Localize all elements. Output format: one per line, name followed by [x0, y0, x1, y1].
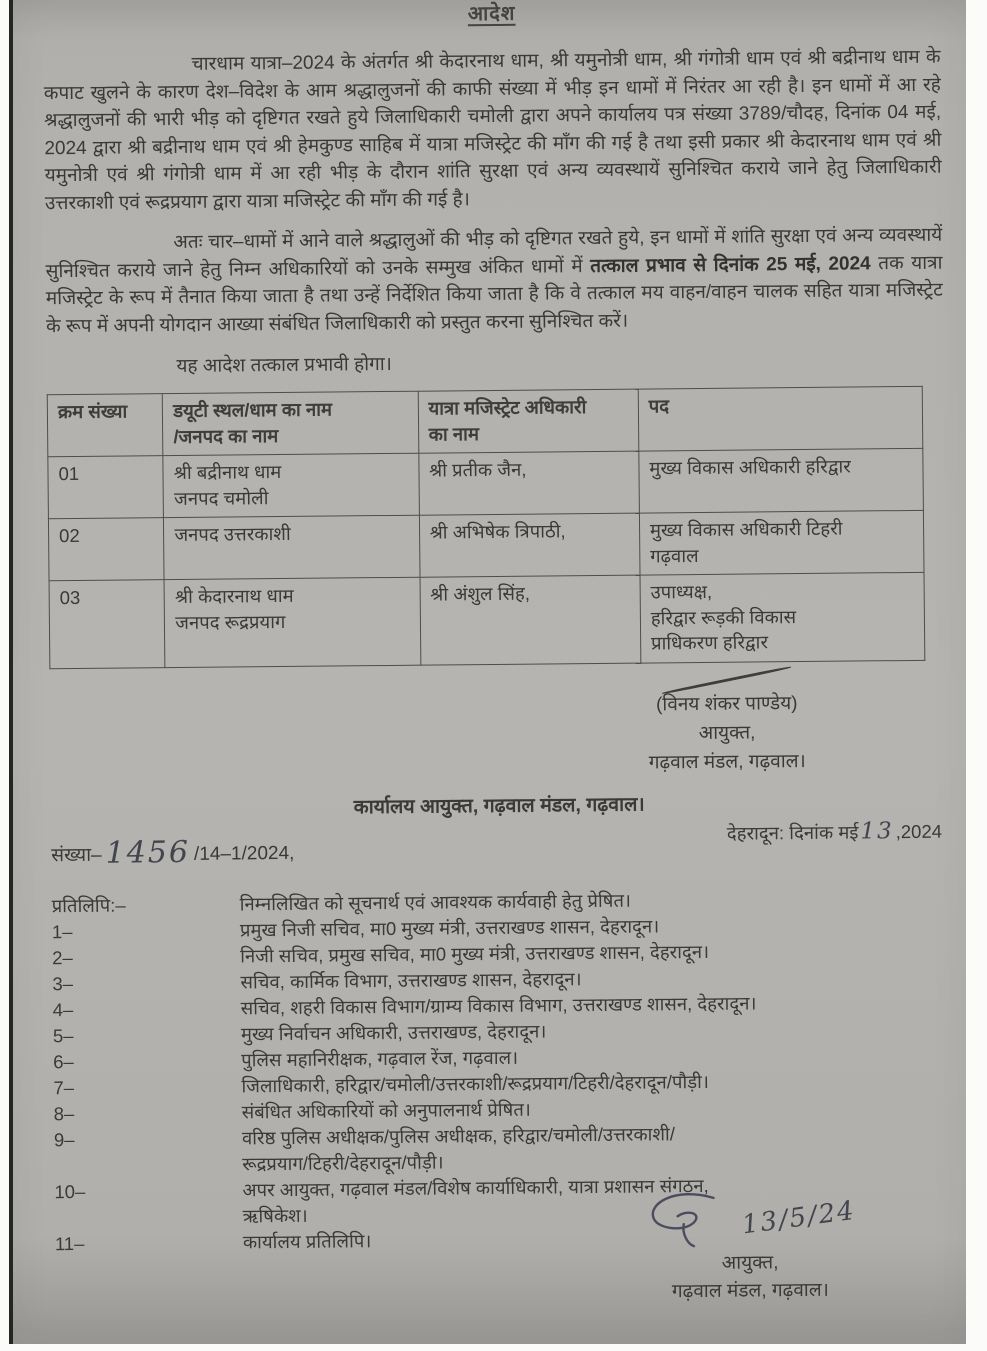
signatory-office: गढ़वाल मंडल, गढ़वाल।: [648, 750, 806, 774]
cell-serial: 02: [48, 518, 164, 581]
signatory-block: [577, 677, 878, 778]
order-paragraph-end: तक यात्रा मजिस्ट्रेट के रूप में तैनात किया जाता है तथा उन्हें निर्देशित किया जाता है कि वे तत्काल मय वाहन/वाहन चालक सहित यात्रा मजिस्ट्रेट के रूप में अपनी योगदान आख्या संबंधित जिलाधिकारी को प्रस्तुत करना सुनिश्चित करें।: [45, 252, 943, 337]
dateline-prefix: देहरादून: दिनांक मई: [726, 820, 859, 844]
cell-designation: मुख्य विकास अधिकारी हरिद्वार: [639, 448, 924, 513]
signature-row: [599, 1186, 900, 1251]
cell-officer: श्री प्रतीक जैन,: [418, 451, 639, 515]
reference-label: संख्या–: [51, 844, 102, 866]
copy-item-text: पुलिस महानिरीक्षक, गढ़वाल रेंज, गढ़वाल।: [241, 1046, 519, 1070]
header-serial-number: क्रम संख्या: [47, 394, 163, 457]
bottom-sign-designation: आयुक्त,: [721, 1252, 779, 1274]
cell-place: श्री बद्रीनाथ धाम जनपद चमोली: [163, 453, 419, 517]
cell-serial: 01: [48, 456, 164, 519]
copy-item-text: सचिव, शहरी विकास विभाग/ग्राम्य विकास विभाग, उत्तराखण्ड शासन, देहरादून।: [240, 991, 757, 1018]
cell-place: जनपद उत्तरकाशी: [164, 515, 420, 579]
copy-item-number: 11–: [54, 1232, 85, 1254]
table-row: [49, 572, 925, 668]
reference-number-handwritten: 1456: [105, 834, 191, 871]
copy-item-text: वरिष्ठ पुलिस अधीक्षक/पुलिस अधीक्षक, हरिद्वार/चमोली/उत्तरकाशी/ रूद्रप्रयाग/टिहरी/देहरादून/पौड़ी।: [241, 1122, 675, 1174]
copy-item-text: सचिव, कार्मिक विभाग, उत्तराखण्ड शासन, देहरादून।: [240, 967, 582, 992]
copy-item-number: 6–: [53, 1050, 74, 1072]
handwritten-date: 13/5/24: [740, 1195, 858, 1241]
copy-item-number: 5–: [52, 1024, 74, 1046]
copy-item-number: 3–: [52, 972, 74, 994]
header-designation: पद: [638, 386, 923, 451]
cell-serial: 03: [49, 580, 165, 669]
place-date-line: [727, 817, 942, 845]
date-day-handwritten: 13: [860, 817, 894, 844]
table-row: [48, 448, 924, 518]
order-paragraph: [45, 222, 943, 341]
table-row: [48, 510, 924, 580]
copy-item-text: जिलाधिकारी, हरिद्वार/चमोली/उत्तरकाशी/रूद्रप्रयाग/टिहरी/देहरादून/पौड़ी।: [241, 1070, 709, 1096]
cell-designation: उपाध्यक्ष, हरिद्वार रूड़की विकास प्राधिकरण हरिद्वार: [640, 572, 925, 662]
copy-item-number: 8–: [53, 1102, 75, 1124]
issuing-office-line: कार्यालय आयुक्त, गढ़वाल मंडल, गढ़वाल।: [353, 793, 645, 818]
signatory-designation: आयुक्त,: [698, 721, 756, 744]
copy-item-number: 9–: [53, 1128, 75, 1150]
copy-item-text: मुख्य निर्वाचन अधिकारी, उत्तराखण्ड, देहरादून।: [240, 1020, 547, 1044]
signature-flourish: [643, 1190, 736, 1249]
copy-item-number: 10–: [54, 1180, 86, 1202]
copy-item-number: 4–: [52, 998, 74, 1020]
effective-immediately-line: यह आदेश तत्काल प्रभावी होगा।: [176, 353, 392, 378]
reference-suffix: /14–1/2024,: [193, 842, 295, 865]
order-paragraph-start: अतः चार–धामों में आने वाले श्रद्धालुओं की भीड़ को दृष्टिगत रखते हुये, इन धामों में शांति सुरक्षा एवं अन्य व्यवस्थायें सुनिश्चित कराये जाने हेतु निम्न अधिकारियों को उनके सम्मुख अंकित धामों में: [45, 224, 943, 282]
copy-item-text: अपर आयुक्त, गढ़वाल मंडल/विशेष कार्याधिकारी, यात्रा प्रशासन संगठन, ऋषिकेश।: [242, 1174, 709, 1226]
copy-item-number: 1–: [51, 920, 73, 942]
document-page: [13, 0, 966, 1344]
copy-label: प्रतिलिपि:–: [51, 894, 126, 916]
table-header-row: [47, 386, 923, 456]
signatory-name: (विनय शंकर पाण्डेय): [655, 692, 798, 715]
dateline-year: ,2024: [895, 820, 943, 842]
copy-intro-text: निम्नलिखित को सूचनार्थ एवं आवश्यक कार्यवाही हेतु प्रेषित।: [239, 889, 632, 914]
header-officer-name: यात्रा मजिस्ट्रेट अधिकारी का नाम: [418, 389, 639, 453]
copy-item-number: 2–: [52, 946, 73, 968]
opening-paragraph: चारधाम यात्रा–2024 के अंतर्गत श्री केदारनाथ धाम, श्री यमुनोत्री धाम, श्री गंगोत्री धाम एवं श्री बद्रीनाथ धाम के कपाट खुलने के कारण देश–विदेश के आम श्रद्धालुजनों की काफी संख्या में भीड़ इन धामों में निरंतर आ रही है। इन धामों में आ रहे श्रद्धालुजनों की भारी भीड़ को दृष्टिगत रखते हुये जिलाधिकारी चमोली द्वारा अपने कार्यालय पत्र संख्या 3789/चौदह, दिनांक 04 मई, 2024 द्वारा श्री बद्रीनाथ धाम एवं श्री हेमकुण्ड साहिब में यात्रा मजिस्ट्रेट की माँग की गई है तथा इसी प्रकार श्री केदारनाथ धाम एवं श्री यमुनोत्री एवं श्री गंगोत्री धाम में आ रही भीड़ के दौरान शांति सुरक्षा एवं अन्य व्यवस्थायें सुनिश्चित कराये जाने हेतु जिलाधिकारी उत्तरकाशी एवं रूद्रप्रयाग द्वारा यात्रा मजिस्ट्रेट की माँग की गई है।: [43, 46, 942, 214]
order-paragraph-bold-dates: तत्काल प्रभाव से दिनांक 25 मई, 2024: [590, 252, 871, 277]
copy-item-number: 7–: [53, 1076, 75, 1098]
document-content: [13, 0, 979, 1351]
header-duty-place: डयूटी स्थल/धाम का नाम /जनपद का नाम: [163, 391, 419, 455]
duty-magistrate-table: [47, 386, 926, 669]
copy-item-text: प्रमुख निजी सचिव, मा0 मुख्य मंत्री, उत्तराखण्ड शासन, देहरादून।: [239, 914, 660, 940]
reference-and-date-row: [51, 815, 948, 869]
reference-number-line: [51, 831, 295, 871]
cell-officer: श्री अभिषेक त्रिपाठी,: [419, 513, 640, 577]
bottom-sign-office: गढ़वाल मंडल, गढ़वाल।: [671, 1279, 829, 1303]
copy-item-text: संबंधित अधिकारियों को अनुपालनार्थ प्रेषित।: [241, 1098, 531, 1122]
cell-officer: श्री अंशुल सिंह,: [420, 575, 641, 665]
copy-item: [54, 1118, 951, 1179]
copy-item-text: निजी सचिव, प्रमुख सचिव, मा0 मुख्य मंत्री, उत्तराखण्ड शासन, देहरादून।: [240, 940, 710, 966]
bottom-signature-block: [599, 1186, 900, 1307]
cell-designation: मुख्य विकास अधिकारी टिहरी गढ़वाल: [639, 510, 924, 575]
document-title: आदेश: [467, 2, 516, 26]
cell-place: श्री केदारनाथ धाम जनपद रूद्रप्रयाग: [164, 577, 420, 667]
copy-item-text: कार्यालय प्रतिलिपि।: [242, 1229, 372, 1252]
